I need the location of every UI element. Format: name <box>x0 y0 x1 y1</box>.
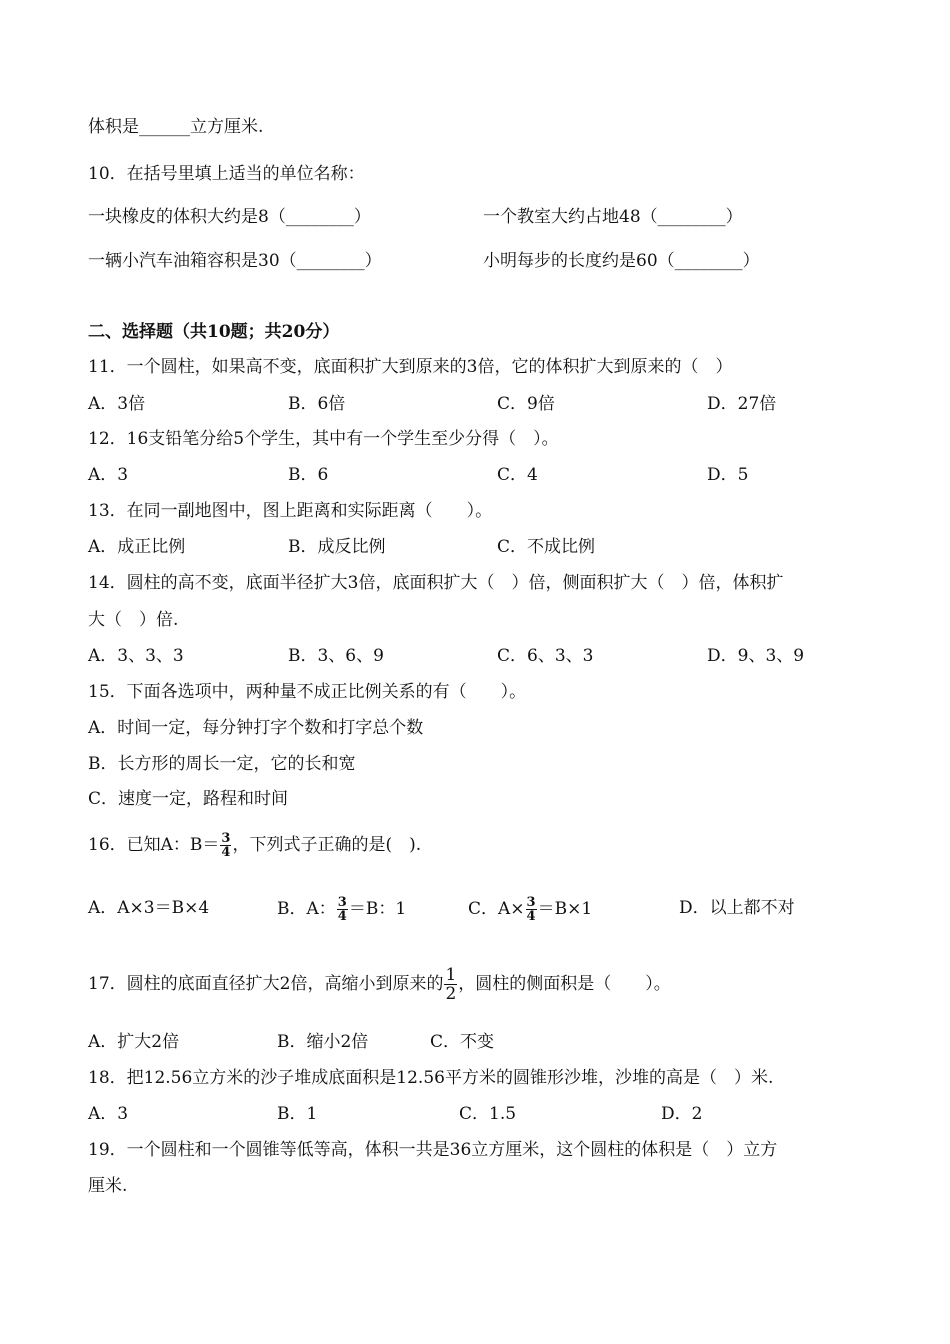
q18-option-c: C．1.5 <box>459 1104 517 1124</box>
q10-item-3: 一辆小汽车油箱容积是30（________） <box>88 251 382 271</box>
q10-item-1: 一块橡皮的体积大约是8（________） <box>88 207 371 227</box>
q11-option-c: C．9倍 <box>497 394 555 414</box>
q17-stem <box>88 966 671 1003</box>
section-title: 二、选择题（共10题；共20分） <box>88 322 340 342</box>
q17-stem-pre: 17．圆柱的底面直径扩大2倍，高缩小到原来的 <box>88 974 444 994</box>
q15-option-c: C．速度一定，路程和时间 <box>88 789 289 809</box>
q10-item-2: 一个教室大约占地48（________） <box>483 207 743 227</box>
q17-stem-post: ，圆柱的侧面积是（ ）。 <box>458 974 671 994</box>
q14-option-b: B．3、6、9 <box>288 646 384 666</box>
q14-option-d: D．9、3、9 <box>707 646 805 666</box>
q16-option-a: A．A×3＝B×4 <box>88 898 210 918</box>
q13-stem: 13．在同一副地图中，图上距离和实际距离（ ）。 <box>88 501 493 521</box>
q16-fraction-den: 4 <box>221 845 231 860</box>
q12-option-c: C．4 <box>497 465 538 485</box>
q16-stem-post: ，下列式子正确的是( ). <box>232 835 422 855</box>
q16-option-c-pre: C．A× <box>468 899 525 919</box>
q13-option-c: C．不成比例 <box>497 537 596 557</box>
q11-option-a: A．3倍 <box>88 394 146 414</box>
q17-option-b: B．缩小2倍 <box>277 1032 369 1052</box>
q16-option-c <box>468 896 592 923</box>
q16-option-c-num: 3 <box>526 895 536 910</box>
q16-option-d: D．以上都不对 <box>679 898 795 918</box>
q14-stem-line1: 14．圆柱的高不变，底面半径扩大3倍，底面积扩大（ ）倍，侧面积扩大（ ）倍，体积扩 <box>88 573 784 593</box>
q17-fraction-den: 2 <box>445 984 457 1004</box>
q15-stem: 15．下面各选项中，两种量不成正比例关系的有（ ）。 <box>88 682 527 702</box>
q16-option-c-post: ＝B×1 <box>537 899 593 919</box>
q19-stem-line2: 厘米. <box>88 1176 128 1196</box>
q17-option-a: A．扩大2倍 <box>88 1032 180 1052</box>
q17-fraction <box>444 966 457 1003</box>
q15-option-b: B．长方形的周长一定，它的长和宽 <box>88 754 356 774</box>
q16-stem <box>88 832 421 859</box>
q15-option-a: A．时间一定，每分钟打字个数和打字总个数 <box>88 718 424 738</box>
q10-item-4: 小明每步的长度约是60（________） <box>483 251 760 271</box>
q16-option-b-fraction <box>337 896 348 923</box>
q11-option-b: B．6倍 <box>288 394 346 414</box>
q16-option-b-den: 4 <box>337 909 347 924</box>
q13-option-b: B．成反比例 <box>288 537 386 557</box>
q12-stem: 12．16支铅笔分给5个学生，其中有一个学生至少分得（ ）。 <box>88 429 559 449</box>
q17-option-c: C．不变 <box>430 1032 495 1052</box>
q17-fraction-num: 1 <box>445 965 457 985</box>
q19-stem-line1: 19．一个圆柱和一个圆锥等低等高，体积一共是36立方厘米，这个圆柱的体积是（ ）立方 <box>88 1140 778 1160</box>
q14-stem-line2: 大（ ）倍. <box>88 610 179 630</box>
q18-option-d: D．2 <box>661 1104 703 1124</box>
q18-stem: 18．把12.56立方米的沙子堆成底面积是12.56平方米的圆锥形沙堆，沙堆的高是（ ）米. <box>88 1068 774 1088</box>
q9-tail: 体积是______立方厘米. <box>88 117 264 137</box>
q16-option-b-num: 3 <box>337 895 347 910</box>
q16-fraction <box>220 832 231 859</box>
q16-option-b-pre: B．A： <box>277 899 336 919</box>
q11-stem: 11．一个圆柱，如果高不变，底面积扩大到原来的3倍，它的体积扩大到原来的（ ） <box>88 357 733 377</box>
q12-option-b: B．6 <box>288 465 329 485</box>
q16-option-c-fraction <box>526 896 537 923</box>
q12-option-d: D．5 <box>707 465 749 485</box>
q16-stem-pre: 16．已知A：B＝ <box>88 835 220 855</box>
q11-option-d: D．27倍 <box>707 394 777 414</box>
q16-option-b-post: ＝B：1 <box>348 899 407 919</box>
q16-fraction-num: 3 <box>221 831 231 846</box>
q10-stem: 10．在括号里填上适当的单位名称： <box>88 164 365 184</box>
q12-option-a: A．3 <box>88 465 129 485</box>
q16-option-c-den: 4 <box>526 909 536 924</box>
q14-option-a: A．3、3、3 <box>88 646 184 666</box>
q13-option-a: A．成正比例 <box>88 537 186 557</box>
q16-option-b <box>277 896 406 923</box>
q14-option-c: C．6、3、3 <box>497 646 594 666</box>
q18-option-b: B．1 <box>277 1104 318 1124</box>
q18-option-a: A．3 <box>88 1104 129 1124</box>
